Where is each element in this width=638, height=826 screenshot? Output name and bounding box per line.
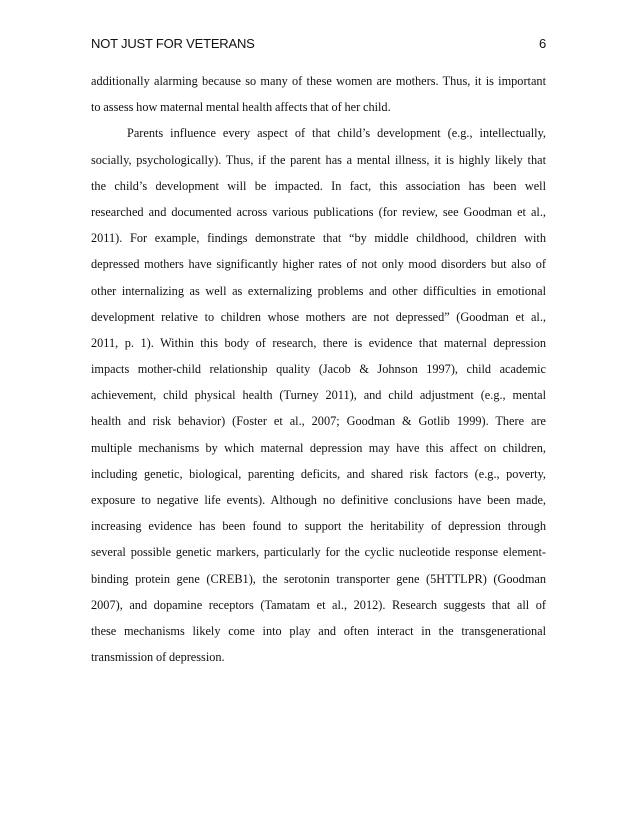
text-line: exposure to negative life events). Although no definitive conclusions have been made,: [91, 493, 546, 507]
text-line: achievement, child physical health (Turney 2011), and child adjustment (e.g., mental: [91, 388, 546, 403]
text-line: 2011, p. 1). Within this body of research, there is evidence that maternal depression: [91, 335, 546, 350]
text-line: binding protein gene (CREB1), the serotonin transporter gene (5HTTLPR) (Goodman: [91, 571, 546, 586]
text-line: socially, psychologically). Thus, if the parent has a mental illness, it is highly likely that: [91, 152, 546, 167]
text-line: increasing evidence has been found to support the heritability of depression through: [91, 519, 546, 534]
text-line: 2011). For example, findings demonstrate that “by middle childhood, children with: [91, 231, 546, 246]
text-line: additionally alarming because so many of these women are mothers. Thus, it is important: [91, 74, 546, 88]
text-line: several possible genetic markers, particularly for the cyclic nucleotide response element-: [91, 545, 546, 560]
text-line: multiple mechanisms by which maternal depression may have this affect on children,: [91, 440, 546, 455]
text-line: transmission of depression.: [91, 650, 225, 665]
text-line: including genetic, biological, parenting deficits, and shared risk factors (e.g., poverty,: [91, 466, 546, 481]
page-header: [91, 36, 546, 56]
body-text: [91, 68, 546, 670]
text-line: impacts mother-child relationship quality (Jacob & Johnson 1997), child academic: [91, 362, 546, 377]
page-number: 6: [538, 36, 546, 51]
text-line: Parents influence every aspect of that child’s development (e.g., intellectually,: [127, 126, 546, 141]
text-line: development relative to children whose mothers are not depressed” (Goodman et al.,: [91, 309, 546, 324]
text-line: 2007), and dopamine receptors (Tamatam et al., 2012). Research suggests that all of: [91, 597, 546, 612]
text-line: to assess how maternal mental health affects that of her child.: [91, 100, 391, 115]
text-line: the child’s development will be impacted. In fact, this association has been well: [91, 178, 546, 193]
text-line: other internalizing as well as externalizing problems and other difficulties in emotional: [91, 283, 546, 298]
text-line: health and risk behavior) (Foster et al., 2007; Goodman & Gotlib 1999). There are: [91, 414, 546, 429]
text-line: depressed mothers have significantly higher rates of not only mood disorders but also of: [91, 257, 546, 272]
text-line: researched and documented across various publications (for review, see Goodman et al.,: [91, 204, 546, 219]
text-line: these mechanisms likely come into play and often interact in the transgenerational: [91, 623, 546, 638]
running-head: NOT JUST FOR VETERANS: [91, 36, 255, 51]
